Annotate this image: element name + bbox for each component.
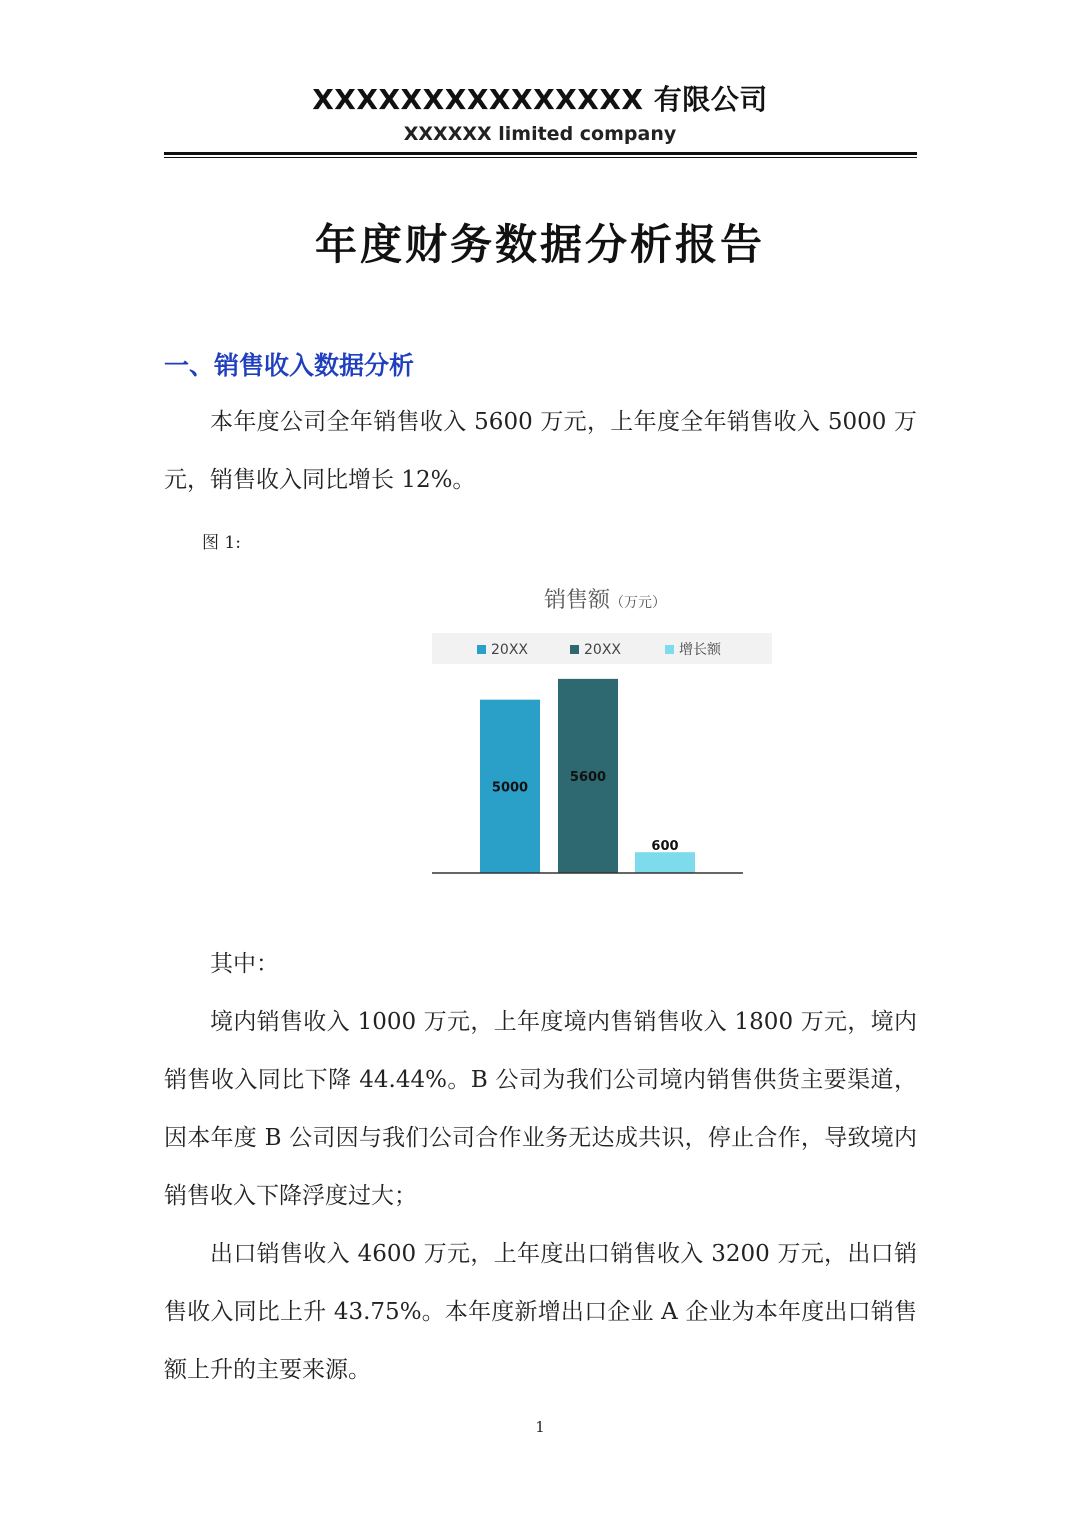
legend-label-0: 20XX	[491, 642, 528, 658]
bar-label-2: 600	[651, 839, 679, 855]
paragraph-domestic-sales: 境内销售收入 1000 万元，上年度境内售销售收入 1800 万元，境内销售收入同比下降 44.44%。B 公司为我们公司境内销售供货主要渠道，因本年度 B 公司因与我们公司合作业务无达成共识，停止合作，导致境内销售收入下降浮度过大；	[164, 1009, 917, 1209]
legend-label-1: 20XX	[584, 642, 621, 658]
bar-label-0: 5000	[491, 780, 529, 796]
page-number: 1	[535, 1418, 545, 1436]
bar-2	[635, 852, 695, 873]
paragraph-export-sales: 出口销售收入 4600 万元，上年度出口销售收入 3200 万元，出口销售收入同比上升 43.75%。本年度新增出口企业 A 企业为本年度出口销售额上升的主要来源。	[164, 1241, 917, 1383]
legend-label-2: 增长额	[679, 642, 721, 658]
company-name-en: XXXXXX limited company	[403, 123, 677, 145]
legend-swatch-1	[570, 645, 579, 654]
chart-bars	[480, 679, 695, 873]
chart-legend	[477, 641, 722, 658]
legend-swatch-2	[665, 645, 674, 654]
chart-title-unit: （万元）	[610, 595, 667, 611]
figure-label: 图 1:	[202, 533, 241, 553]
legend-swatch-0	[477, 645, 486, 654]
bar-label-1: 5600	[569, 769, 607, 785]
chart-title-main: 销售额	[543, 588, 611, 613]
section-heading-sales: 一、销售收入数据分析	[164, 351, 415, 380]
header-rule-thick	[164, 152, 917, 155]
company-name-cn: XXXXXXXXXXXXXXX 有限公司	[312, 83, 768, 116]
chart-title	[544, 588, 666, 613]
sales-chart	[420, 572, 790, 892]
header-rule-thin	[164, 157, 917, 158]
document-title: 年度财务数据分析报告	[314, 220, 765, 269]
paragraph-sales-summary: 本年度公司全年销售收入 5600 万元，上年度全年销售收入 5000 万元，销售收入同比增长 12%。	[164, 409, 917, 493]
paragraph-intro: 其中：	[210, 951, 279, 977]
